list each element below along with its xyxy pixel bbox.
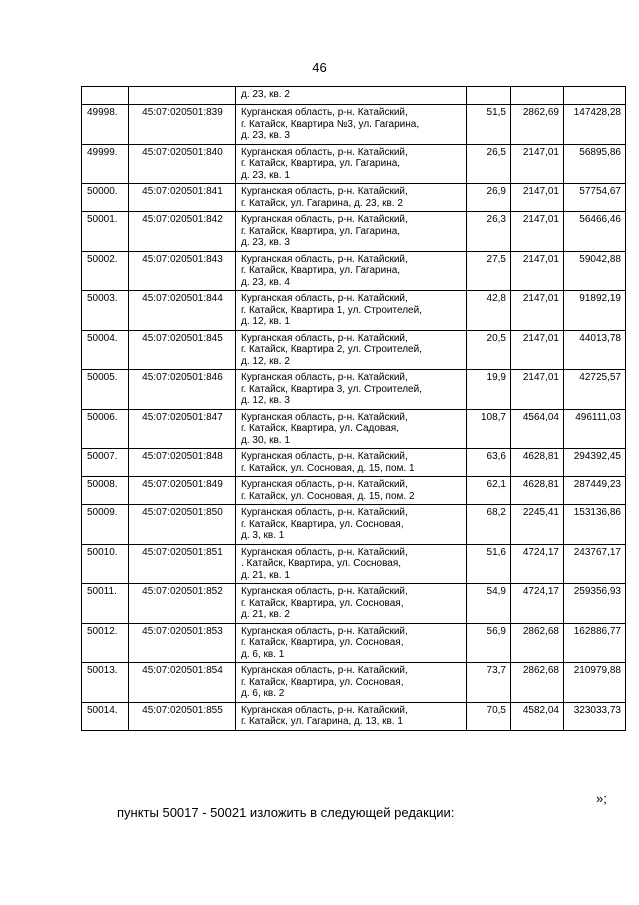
unit-value-cell: 2147,01 [511,144,564,184]
table-row [82,251,626,291]
table-row [82,370,626,410]
row-number-cell: 50014. [82,702,129,730]
address-line: . Катайск, Квартира, ул. Сосновая, [241,558,402,569]
table-row [82,623,626,663]
address-line: Курганская область, р-н. Катайский, [241,214,408,225]
row-number-cell: 50013. [82,663,129,703]
address-line: д. 12, кв. 2 [241,355,290,367]
area-cell: 63,6 [467,449,511,477]
row-number-cell: 50003. [82,291,129,331]
cadastral-value-cell: 496111,03 [564,409,626,449]
row-number-cell: 50011. [82,584,129,624]
address-cell [236,544,467,584]
address-line: Курганская область, р-н. Катайский, [241,625,408,637]
area-cell: 26,5 [467,144,511,184]
area-cell: 73,7 [467,663,511,703]
address-cell [236,212,467,252]
table-row [82,105,626,145]
address-line: г. Катайск, Квартира №3, ул. Гагарина, [241,118,420,130]
unit-value-cell: 2147,01 [511,212,564,252]
address-cell [236,144,467,184]
address-line: г. Катайск, Квартира, ул. Гагарина, [241,158,401,169]
cadastral-number-cell: 45:07:020501:846 [129,370,236,410]
address-line: Курганская область, р-н. Катайский, [241,293,408,304]
address-line: д. 23, кв. 1 [241,169,290,181]
table-row [82,291,626,331]
cadastral-number-cell: 45:07:020501:845 [129,330,236,370]
cadastral-number-cell: 45:07:020501:848 [129,449,236,477]
row-number-cell: 50010. [82,544,129,584]
page-number: 46 [312,60,327,75]
address-line: д. 12, кв. 3 [241,395,290,406]
address-cell [236,477,467,505]
cadastral-value-cell: 56895,86 [564,144,626,184]
row-number-cell: 50000. [82,184,129,212]
unit-value-cell: 2862,68 [511,663,564,703]
row-number-cell [82,87,129,105]
area-cell: 27,5 [467,251,511,291]
address-line: д. 30, кв. 1 [241,434,290,446]
cadastral-number-cell: 45:07:020501:849 [129,477,236,505]
address-line: Курганская область, р-н. Катайский, [241,586,408,597]
address-cell [236,505,467,545]
cadastral-value-table [81,86,626,731]
cadastral-number-cell: 45:07:020501:854 [129,663,236,703]
table-row [82,184,626,212]
address-line: г. Катайск, Квартира, ул. Гагарина, [241,225,401,237]
address-line: г. Катайск, ул. Гагарина, д. 13, кв. 1 [241,716,403,727]
area-cell: 20,5 [467,330,511,370]
area-cell: 108,7 [467,409,511,449]
address-line: Курганская область, р-н. Катайский, [241,332,408,344]
table-row [82,663,626,703]
area-cell: 54,9 [467,584,511,624]
cadastral-number-cell: 45:07:020501:852 [129,584,236,624]
cadastral-value-cell: 147428,28 [564,105,626,145]
address-line: г. Катайск, ул. Гагарина, д. 23, кв. 2 [241,197,403,209]
cadastral-number-cell: 45:07:020501:842 [129,212,236,252]
area-cell: 51,6 [467,544,511,584]
row-number-cell: 50009. [82,505,129,545]
table-body [82,87,626,731]
cadastral-value-cell: 294392,45 [564,449,626,477]
unit-value-cell: 2147,01 [511,251,564,291]
cadastral-number-cell: 45:07:020501:850 [129,505,236,545]
row-number-cell: 49999. [82,144,129,184]
table-row [82,144,626,184]
address-cell [236,584,467,624]
address-line: д. 23, кв. 4 [241,276,290,288]
table-row-continuation [82,87,626,105]
unit-value-cell: 2862,68 [511,623,564,663]
unit-value-cell: 2147,01 [511,291,564,331]
table-row [82,544,626,584]
table-row [82,330,626,370]
cadastral-value-cell: 44013,78 [564,330,626,370]
address-cell [236,449,467,477]
cadastral-number-cell [129,87,236,105]
row-number-cell: 50004. [82,330,129,370]
cadastral-number-cell: 45:07:020501:844 [129,291,236,331]
address-line: Курганская область, р-н. Катайский, [241,451,408,462]
cadastral-value-cell: 323033,73 [564,702,626,730]
address-cell [236,251,467,291]
area-cell: 42,8 [467,291,511,331]
address-line: г. Катайск, Квартира, ул. Сосновая, [241,637,404,648]
row-number-cell: 50012. [82,623,129,663]
address-line: Курганская область, р-н. Катайский, [241,479,408,490]
cadastral-value-cell [564,87,626,105]
address-line: г. Катайск, Квартира, ул. Сосновая, [241,676,404,688]
area-cell: 62,1 [467,477,511,505]
address-line: Курганская область, р-н. Катайский, [241,704,408,716]
address-cell [236,370,467,410]
address-line: Курганская область, р-н. Катайский, [241,546,408,558]
table-row [82,477,626,505]
address-cell [236,702,467,730]
cadastral-value-cell: 287449,23 [564,477,626,505]
cadastral-value-cell: 153136,86 [564,505,626,545]
unit-value-cell: 2147,01 [511,330,564,370]
cadastral-value-cell: 91892,19 [564,291,626,331]
table-row [82,584,626,624]
address-line: г. Катайск, ул. Сосновая, д. 15, пом. 2 [241,490,415,502]
address-cell [236,184,467,212]
address-line: д. 6, кв. 2 [241,688,285,699]
unit-value-cell: 2245,41 [511,505,564,545]
instruction-paragraph: пункты 50017 - 50021 изложить в следующей редакции: [117,805,455,820]
unit-value-cell: 4724,17 [511,584,564,624]
address-line: д. 12, кв. 1 [241,316,290,327]
address-line: д. 6, кв. 1 [241,648,285,660]
address-line: д. 23, кв. 3 [241,130,290,141]
cadastral-number-cell: 45:07:020501:840 [129,144,236,184]
address-cell [236,409,467,449]
area-cell: 19,9 [467,370,511,410]
area-cell: 51,5 [467,105,511,145]
address-line: г. Катайск, Квартира, ул. Сосновая, [241,518,404,530]
area-cell [467,87,511,105]
cadastral-value-cell: 56466,46 [564,212,626,252]
address-line: Курганская область, р-н. Катайский, [241,507,408,518]
row-number-cell: 50007. [82,449,129,477]
address-line: г. Катайск, Квартира, ул. Гагарина, [241,265,401,276]
address-line: Курганская область, р-н. Катайский, [241,253,408,265]
address-cell [236,291,467,331]
cadastral-number-cell: 45:07:020501:839 [129,105,236,145]
address-cell [236,663,467,703]
cadastral-number-cell: 45:07:020501:843 [129,251,236,291]
address-cell [236,105,467,145]
cadastral-value-cell: 243767,17 [564,544,626,584]
address-line: г. Катайск, ул. Сосновая, д. 15, пом. 1 [241,462,415,474]
area-cell: 26,3 [467,212,511,252]
address-cell [236,87,467,105]
unit-value-cell: 4628,81 [511,449,564,477]
table-row [82,505,626,545]
address-line: Курганская область, р-н. Катайский, [241,146,408,158]
cadastral-value-cell: 259356,93 [564,584,626,624]
cadastral-number-cell: 45:07:020501:841 [129,184,236,212]
cadastral-number-cell: 45:07:020501:847 [129,409,236,449]
unit-value-cell [511,87,564,105]
row-number-cell: 50006. [82,409,129,449]
area-cell: 68,2 [467,505,511,545]
unit-value-cell: 4582,04 [511,702,564,730]
unit-value-cell: 2862,69 [511,105,564,145]
address-line: Курганская область, р-н. Катайский, [241,186,408,197]
address-line: Курганская область, р-н. Катайский, [241,107,408,118]
row-number-cell: 50001. [82,212,129,252]
cadastral-value-cell: 210979,88 [564,663,626,703]
address-line: г. Катайск, Квартира, ул. Сосновая, [241,597,404,609]
cadastral-value-cell: 42725,57 [564,370,626,410]
address-line: д. 3, кв. 1 [241,530,285,541]
cadastral-number-cell: 45:07:020501:855 [129,702,236,730]
row-number-cell: 50008. [82,477,129,505]
address-line: д. 23, кв. 3 [241,237,290,248]
table-row [82,449,626,477]
address-line: Курганская область, р-н. Катайский, [241,665,408,676]
unit-value-cell: 4628,81 [511,477,564,505]
address-cell [236,623,467,663]
unit-value-cell: 2147,01 [511,184,564,212]
address-line: г. Катайск, Квартира 3, ул. Строителей, [241,383,422,395]
address-line: г. Катайск, Квартира 2, ул. Строителей, [241,344,422,355]
cadastral-value-cell: 59042,88 [564,251,626,291]
address-line: д. 23, кв. 2 [241,89,290,100]
area-cell: 26,9 [467,184,511,212]
table-row [82,409,626,449]
row-number-cell: 49998. [82,105,129,145]
address-line: г. Катайск, Квартира, ул. Садовая, [241,423,399,434]
unit-value-cell: 4724,17 [511,544,564,584]
row-number-cell: 50005. [82,370,129,410]
table-row [82,702,626,730]
closing-quote-mark: »; [596,791,607,806]
address-line: Курганская область, р-н. Катайский, [241,372,408,383]
area-cell: 70,5 [467,702,511,730]
address-cell [236,330,467,370]
address-line: Курганская область, р-н. Катайский, [241,411,408,423]
area-cell: 56,9 [467,623,511,663]
cadastral-value-cell: 162886,77 [564,623,626,663]
cadastral-number-cell: 45:07:020501:853 [129,623,236,663]
address-line: г. Катайск, Квартира 1, ул. Строителей, [241,304,422,316]
cadastral-number-cell: 45:07:020501:851 [129,544,236,584]
table-row [82,212,626,252]
row-number-cell: 50002. [82,251,129,291]
address-line: д. 21, кв. 1 [241,569,290,581]
unit-value-cell: 4564,04 [511,409,564,449]
unit-value-cell: 2147,01 [511,370,564,410]
cadastral-value-cell: 57754,67 [564,184,626,212]
address-line: д. 21, кв. 2 [241,609,290,620]
